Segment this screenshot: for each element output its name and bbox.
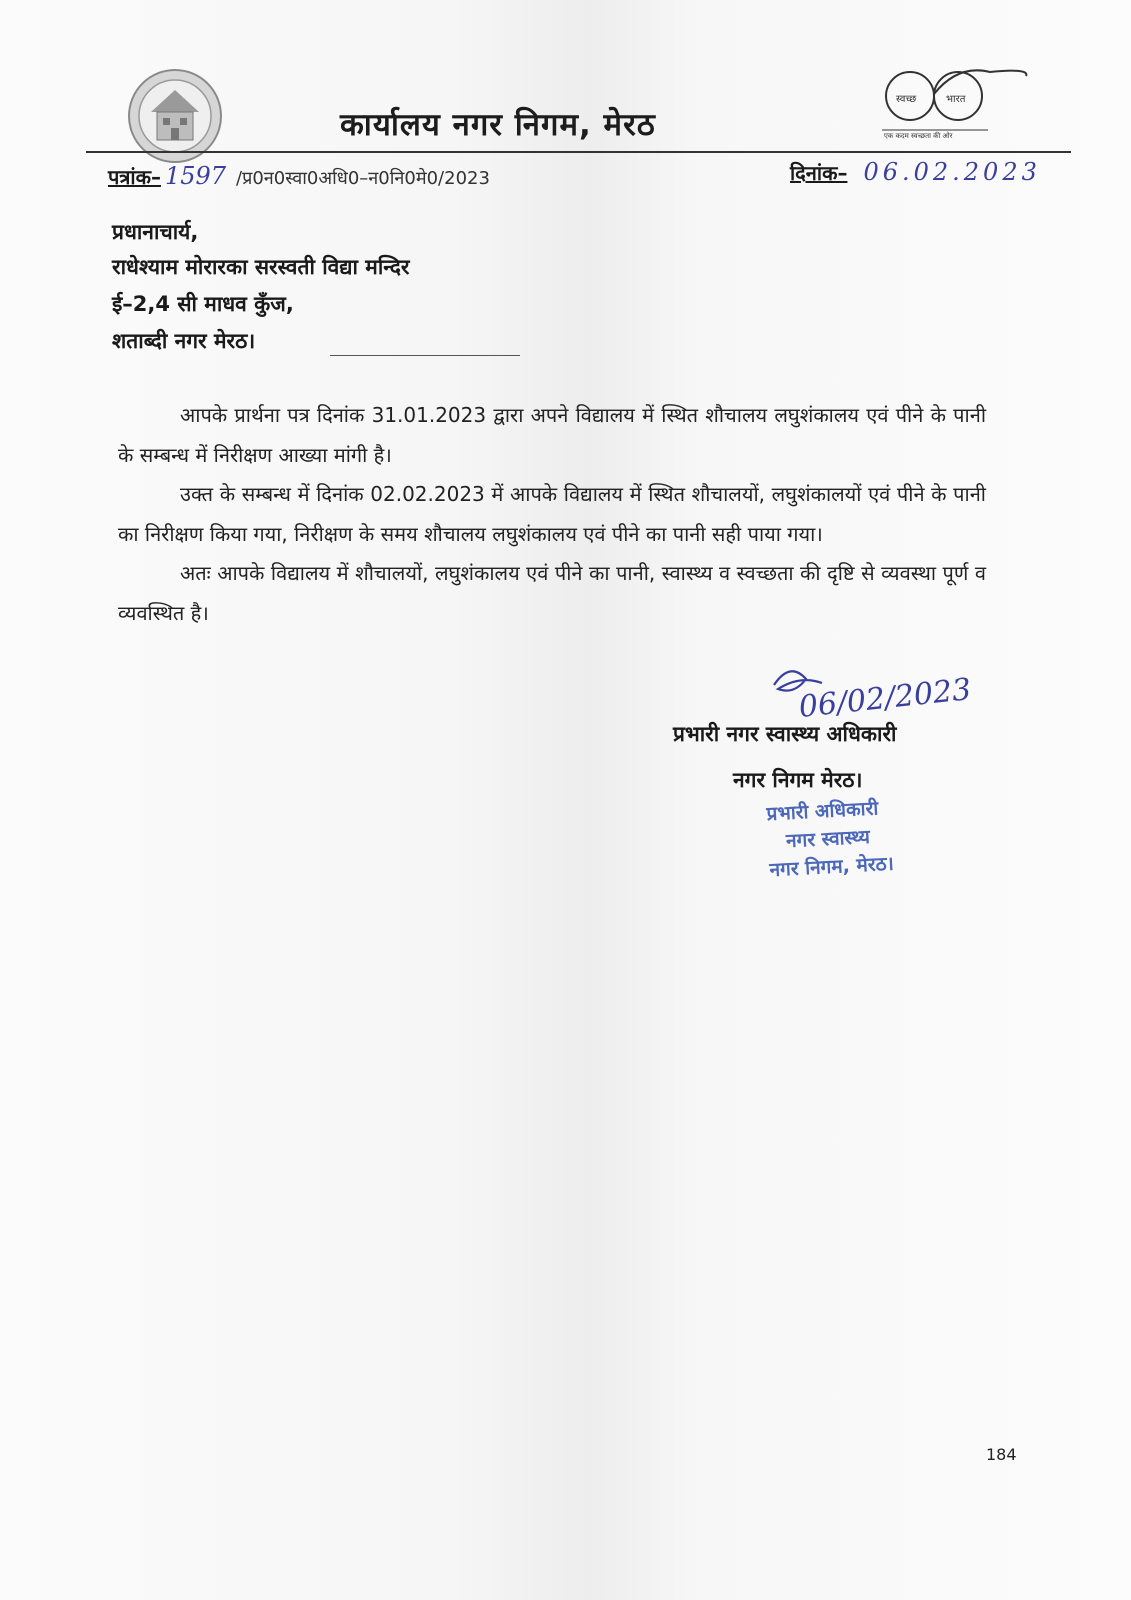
body-paragraph-3: अतः आपके विद्यालय में शौचालयों, लघुशंकालय एवं पीने का पानी, स्वास्थ्य व स्वच्छता की दृष्टि से व्यवस्था पूर्ण व व्यवस्थित है। xyxy=(118,561,986,625)
date-value: 06.02.2023 xyxy=(863,158,1041,186)
reference-suffix: /प्र0न0स्वा0अधि0–न0नि0मे0/2023 xyxy=(236,168,490,189)
addressee-street: ई–2,4 सी माधव कुँज, xyxy=(112,292,294,316)
addressee-underline xyxy=(330,355,520,356)
stamp-line-2: नगर स्वास्थ्य xyxy=(785,825,871,853)
addressee-city: शताब्दी नगर मेरठ। xyxy=(112,329,256,353)
organization-line: नगर निगम मेरठ। xyxy=(733,768,863,792)
official-stamp xyxy=(766,794,895,884)
svg-text:06/02/2023: 06/02/2023 xyxy=(797,672,973,725)
stamp-line-3: नगर निगम, मेरठ। xyxy=(768,852,895,882)
addressee-title: प्रधानाचार्य, xyxy=(112,220,199,244)
designation: प्रभारी नगर स्वास्थ्य अधिकारी xyxy=(673,722,897,746)
letter-body xyxy=(118,396,986,633)
swachh-bharat-logo xyxy=(880,58,1050,140)
addressee-school: राधेश्याम मोरारका सरस्वती विद्या मन्दिर xyxy=(112,255,410,279)
stamp-line-1: प्रभारी अधिकारी xyxy=(766,797,879,826)
reference-line xyxy=(108,162,490,190)
body-paragraph-1: आपके प्रार्थना पत्र दिनांक 31.01.2023 द्वारा अपने विद्यालय में स्थित शौचालय लघुशंकालय एवं पीने के पानी के सम्बन्ध में निरीक्षण आख्या मांगी है। xyxy=(118,403,986,467)
office-title: कार्यालय नगर निगम, मेरठ xyxy=(340,107,656,143)
body-paragraph-2: उक्त के सम्बन्ध में दिनांक 02.02.2023 में आपके विद्यालय में स्थित शौचालयों, लघुशंकालयों एवं पीने के पानी का निरीक्षण किया गया, निरीक्षण के समय शौचालय लघुशंकालय एवं पीने का पानी सही पाया गया। xyxy=(118,482,986,546)
svg-text:एक कदम स्वच्छता की ओर: एक कदम स्वच्छता की ओर xyxy=(884,132,953,140)
spectacles-icon xyxy=(880,58,1050,140)
date-label: दिनांक– xyxy=(790,161,848,185)
header-divider xyxy=(86,151,1071,153)
svg-text:भारत: भारत xyxy=(946,94,966,105)
page-number: 184 xyxy=(986,1445,1017,1464)
reference-label: पत्रांक– xyxy=(108,165,161,189)
svg-text:स्वच्छ: स्वच्छ xyxy=(896,94,917,105)
date-line xyxy=(790,158,1041,186)
municipal-emblem-icon xyxy=(127,68,223,164)
reference-number: 1597 xyxy=(164,162,227,190)
